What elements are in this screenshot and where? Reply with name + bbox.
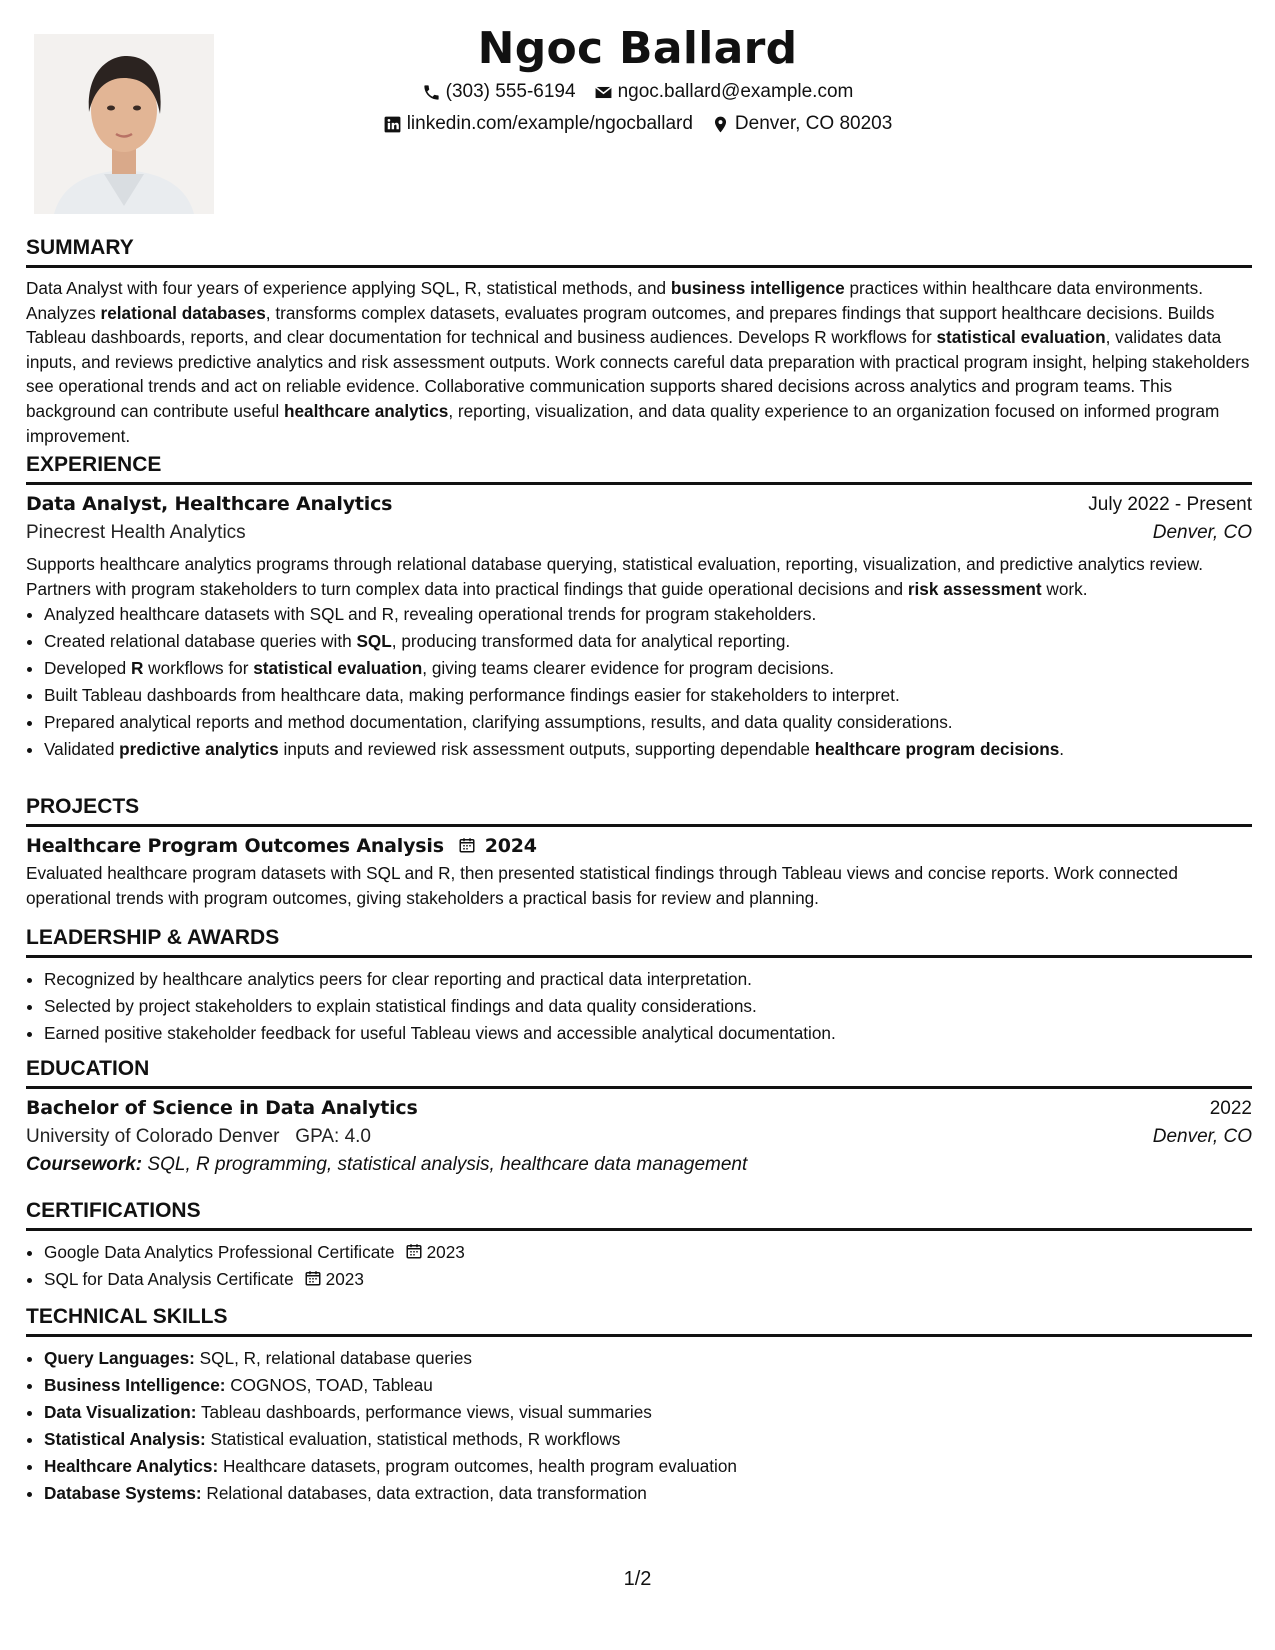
skills-list bbox=[26, 1345, 1252, 1507]
list-item: • Data Visualization: Tableau dashboards, performance views, visual summaries bbox=[44, 1399, 1252, 1426]
list-item: • Developed R workflows for statistical evaluation, giving teams clearer evidence for program decisions. bbox=[44, 655, 1252, 682]
school-location: Denver, CO bbox=[1152, 1126, 1252, 1147]
school-row bbox=[26, 1126, 1252, 1148]
skills-section bbox=[26, 1304, 1252, 1507]
linkedin-icon bbox=[383, 115, 402, 134]
leadership-section bbox=[26, 925, 1252, 1047]
project-description: Evaluated healthcare program datasets with SQL and R, then presented statistical findings through Tableau views and concise reports. Work connected operational trends with program outcomes, giving stakeholders a practical basis for review and planning. bbox=[26, 863, 1178, 908]
list-item: • Healthcare Analytics: Healthcare datasets, program outcomes, health program evaluation bbox=[44, 1453, 1252, 1480]
map-pin-icon bbox=[711, 115, 730, 134]
phone-contact[interactable] bbox=[422, 76, 576, 108]
list-item: • Statistical Analysis: Statistical evaluation, statistical methods, R workflows bbox=[44, 1426, 1252, 1453]
job-location: Denver, CO bbox=[1152, 522, 1252, 543]
envelope-icon bbox=[594, 83, 613, 102]
job-bullets bbox=[26, 601, 1252, 763]
list-item: • Created relational database queries with SQL, producing transformed data for analytical reporting. bbox=[44, 628, 1252, 655]
linkedin-contact[interactable] bbox=[383, 108, 693, 140]
experience-heading: EXPERIENCE bbox=[26, 452, 1252, 485]
list-item: • Query Languages: SQL, R, relational database queries bbox=[44, 1345, 1252, 1372]
page-number: 1/2 bbox=[623, 1568, 652, 1590]
job-dates: July 2022 - Present bbox=[1088, 494, 1252, 515]
skills-heading: TECHNICAL SKILLS bbox=[26, 1304, 1252, 1337]
calendar-icon bbox=[304, 1269, 322, 1287]
list-item: • Recognized by healthcare analytics peers for clear reporting and practical data interpretation. bbox=[44, 966, 1252, 993]
list-item: • Prepared analytical reports and method documentation, clarifying assumptions, results, and data quality considerations. bbox=[44, 709, 1252, 736]
leadership-list bbox=[26, 966, 1252, 1047]
project-year: 2024 bbox=[484, 835, 537, 857]
certifications-heading: CERTIFICATIONS bbox=[26, 1198, 1252, 1231]
certifications-section bbox=[26, 1198, 1252, 1293]
phone-icon bbox=[422, 83, 441, 102]
summary-text: Data Analyst with four years of experience applying SQL, R, statistical methods, and business intelligence practices within healthcare data environments. Analyzes relational databases, transforms complex datasets, evaluates program outcomes, and prepares findings that support healthcare decisions. Builds Tableau dashboards, reports, and clear documentation for technical and business audiences. Develops R workflows for statistical evaluation, validates data inputs, and reviews predictive analytics and risk assessment outputs. Work connects careful data preparation with practical program insight, helping stakeholders see operational trends and act on reliable evidence. Collaborative communication supports shared decisions across analytics and program teams. This background can contribute useful healthcare analytics, reporting, visualization, and data quality experience to an organization focused on informed program improvement. bbox=[26, 278, 1250, 446]
company-name: Pinecrest Health Analytics bbox=[26, 522, 246, 543]
project-name: Healthcare Program Outcomes Analysis bbox=[26, 835, 444, 857]
job-subheader bbox=[26, 522, 1252, 544]
candidate-name: Ngoc Ballard bbox=[477, 23, 798, 74]
job-description: Supports healthcare analytics programs through relational database querying, statistical evaluation, reporting, visualization, and predictive analytics review. Partners with program stakeholders to turn complex data into practical findings that guide operational decisions and risk assessment work. bbox=[26, 554, 1204, 599]
project-header bbox=[26, 835, 1252, 857]
projects-heading: PROJECTS bbox=[26, 794, 1252, 827]
list-item: • Google Data Analytics Professional Certificate 2023 bbox=[44, 1239, 1252, 1266]
location-contact bbox=[711, 108, 892, 140]
list-item: • Validated predictive analytics inputs and reviewed risk assessment outputs, supporting dependable healthcare program decisions. bbox=[44, 736, 1252, 763]
education-heading: EDUCATION bbox=[26, 1056, 1252, 1089]
experience-section bbox=[26, 452, 1252, 763]
school-name: University of Colorado Denver bbox=[26, 1126, 280, 1147]
gpa: GPA: 4.0 bbox=[295, 1126, 371, 1147]
list-item: • Built Tableau dashboards from healthcare data, making performance findings easier for stakeholders to interpret. bbox=[44, 682, 1252, 709]
email-text: ngoc.ballard@example.com bbox=[617, 81, 854, 102]
contact-line-2 bbox=[0, 108, 1275, 140]
calendar-icon bbox=[458, 836, 476, 854]
leadership-heading: LEADERSHIP & AWARDS bbox=[26, 925, 1252, 958]
degree-name: Bachelor of Science in Data Analytics bbox=[26, 1097, 418, 1119]
location-text: Denver, CO 80203 bbox=[734, 113, 893, 134]
list-item: • Database Systems: Relational databases, data extraction, data transformation bbox=[44, 1480, 1252, 1507]
list-item: • Business Intelligence: COGNOS, TOAD, Tableau bbox=[44, 1372, 1252, 1399]
degree-header bbox=[26, 1097, 1252, 1120]
linkedin-text: linkedin.com/example/ngocballard bbox=[406, 113, 693, 134]
contact-line-1 bbox=[0, 76, 1275, 108]
job-title: Data Analyst, Healthcare Analytics bbox=[26, 493, 393, 515]
list-item: • Selected by project stakeholders to explain statistical findings and data quality considerations. bbox=[44, 993, 1252, 1020]
list-item: • SQL for Data Analysis Certificate 2023 bbox=[44, 1266, 1252, 1293]
certifications-list bbox=[26, 1239, 1252, 1293]
list-item: • Analyzed healthcare datasets with SQL and R, revealing operational trends for program stakeholders. bbox=[44, 601, 1252, 628]
email-contact[interactable] bbox=[594, 76, 854, 108]
coursework: Coursework: SQL, R programming, statistical analysis, healthcare data management bbox=[26, 1154, 748, 1175]
phone-text: (303) 555-6194 bbox=[445, 81, 576, 102]
school-info bbox=[26, 1126, 371, 1148]
education-section bbox=[26, 1056, 1252, 1176]
calendar-icon bbox=[405, 1242, 423, 1260]
job-header bbox=[26, 493, 1252, 516]
summary-section bbox=[26, 235, 1252, 448]
projects-section bbox=[26, 794, 1252, 910]
list-item: • Earned positive stakeholder feedback for useful Tableau views and accessible analytical documentation. bbox=[44, 1020, 1252, 1047]
degree-year: 2022 bbox=[1209, 1098, 1252, 1119]
summary-heading: SUMMARY bbox=[26, 235, 1252, 268]
resume-header bbox=[0, 22, 1275, 140]
